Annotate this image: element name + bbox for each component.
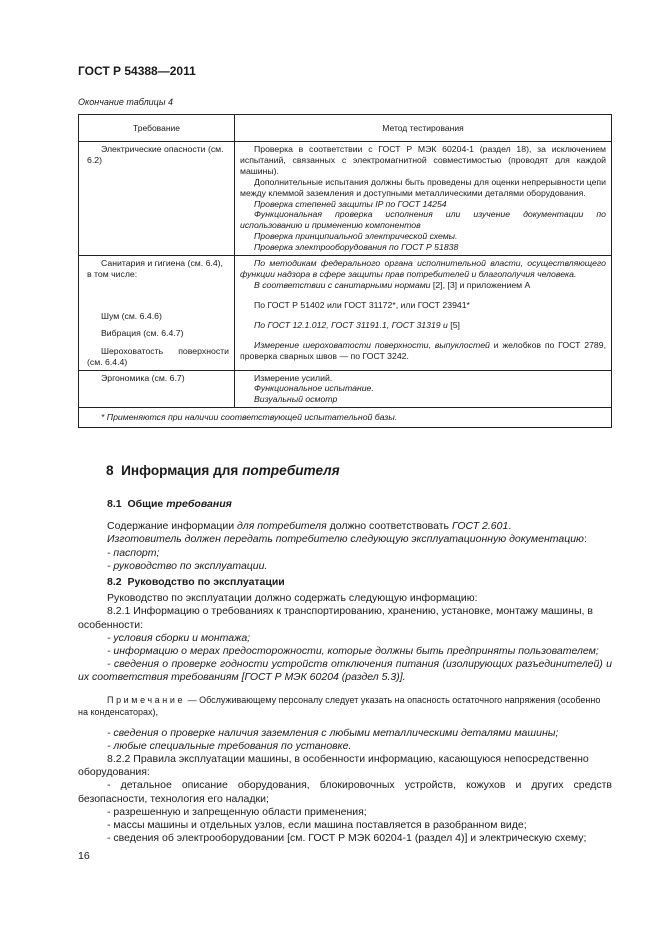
- text-italic: для потребителя: [236, 520, 327, 533]
- requirement-text: Электрические опасности (см. 6.2): [87, 144, 224, 165]
- list-item: - паспорт;: [107, 546, 160, 559]
- list-item: - детальное описание оборудования, блокировочных устройств, кожухов и других средств безопасности, технология его наладки;: [78, 779, 612, 805]
- list-item-text: руководство по эксплуатации.: [113, 559, 268, 572]
- section-number: 8: [106, 463, 114, 478]
- method-text: Проверка степеней защиты IP по ГОСТ 14254: [254, 198, 447, 209]
- list-item-text: сведения о проверке годности устройств отключения питания (изолирующих разъединителей) и их соответствия требованиям [ГОСТ Р МЭК 60204 (раздел 5.3)].: [78, 658, 612, 684]
- method-cell: [235, 256, 612, 370]
- table-footnote-row: [79, 408, 612, 428]
- list-item-text: детальное описание оборудования, блокировочных устройств, кожухов и других средств безопасности, технология его наладки;: [78, 779, 612, 805]
- table-caption: Окончание таблицы 4: [78, 97, 173, 107]
- requirement-cell: [79, 370, 235, 408]
- method-text: [240, 340, 606, 362]
- method-cell: [235, 142, 612, 256]
- subsection-title: Общие: [127, 498, 167, 510]
- list-item: - сведения о проверке годности устройств отключения питания (изолирующих разъединителей) и их соответствия требованиям [ГОСТ Р МЭК 60204 (раздел 5.3)].: [78, 658, 612, 684]
- list-item-text: информацию о мерах предосторожности, которые должны быть предприняты пользователем;: [113, 645, 599, 658]
- requirement-text: Эргономика (см. 6.7): [101, 372, 185, 383]
- method-text: [240, 320, 606, 331]
- method-text: Визуальный осмотр: [254, 394, 338, 405]
- method-text: Дополнительные испытания должны быть проведены для оценки непрерывности цепи между клеммой заземления и доступными металлическими деталями оборудования.: [240, 176, 606, 198]
- table-row: [79, 142, 612, 256]
- requirement-cell: [79, 142, 235, 256]
- list-item-text: любые специальные требования по установке.: [113, 739, 352, 752]
- method-cell: [235, 370, 612, 408]
- table-header-row: [79, 115, 612, 142]
- text-italic: ГОСТ 2.601: [451, 520, 509, 533]
- text: Содержание информации: [107, 520, 237, 533]
- list-item-text: условия сборки и монтажа;: [113, 631, 251, 644]
- test-methods-table: [78, 114, 612, 428]
- list-item: - информацию о мерах предосторожности, которые должны быть предприняты пользователем;: [107, 645, 599, 658]
- list-item-text: паспорт;: [113, 546, 160, 559]
- list-item: - любые специальные требования по установке.: [107, 739, 352, 752]
- paragraph: [107, 520, 612, 533]
- list-item-text: разрешенную и запрещенную области применения;: [113, 805, 367, 818]
- paragraph: 8.2.2 Правила эксплуатации машины, в особенности информацию, касающуюся непосредственно оборудования:: [78, 753, 589, 779]
- method-text-tail: [5]: [447, 319, 460, 330]
- subsection-heading: [107, 576, 612, 589]
- section-title-italic: потребителя: [242, 463, 340, 478]
- method-text-italic: В соответствии с санитарными нормами: [254, 279, 431, 290]
- text-italic: Изготовитель должен передать потребителю следующую эксплуатационную документацию: [107, 533, 584, 546]
- table-row: [79, 370, 612, 408]
- list-item: - сведения об электрооборудовании [см. ГОСТ Р МЭК 60204-1 (раздел 4)] и электрическую схему;: [107, 832, 587, 845]
- text: :: [583, 533, 587, 546]
- requirement-text: Вибрация (см. 6.4.7): [101, 327, 184, 338]
- method-text: Проверка электрооборудования по ГОСТ Р 51838: [254, 242, 459, 253]
- requirement-cell: [79, 256, 235, 370]
- method-text: Функциональная проверка исполнения или изучение документации по использованию и применению компонентов: [240, 209, 606, 231]
- paragraph: Руководство по эксплуатации должно содержать следующую информацию:: [107, 592, 478, 605]
- method-text-italic: По ГОСТ 12.1.012, ГОСТ 31191.1, ГОСТ 31319 и: [254, 319, 448, 330]
- column-header-requirement: Требование: [79, 115, 235, 142]
- note-text: — Обслуживающему персоналу следует указать на опасность остаточного напряжения (особенно на конденсаторах),: [78, 694, 601, 717]
- subsection-number: 8.2: [107, 576, 122, 589]
- list-item: - условия сборки и монтажа;: [107, 631, 251, 644]
- note: [78, 694, 612, 718]
- list-item: - руководство по эксплуатации.: [107, 559, 268, 572]
- list-item-text: сведения о проверке наличия заземления с любыми металлическими деталями машины;: [113, 726, 559, 739]
- method-text-italic: Измерение шероховатости поверхности, выпуклостей: [254, 339, 490, 350]
- method-text: Проверка в соответствии с ГОСТ Р МЭК 60204-1 (раздел 18), за исключением испытаний, связанных с электромагнитной совместимостью (проводят для каждой машины).: [240, 144, 606, 176]
- method-text: [240, 280, 606, 291]
- method-text-tail: [2], [3] и приложением А: [430, 279, 531, 290]
- subsection-heading: [107, 498, 612, 511]
- section-body: [78, 498, 612, 845]
- paragraph: 8.2.1 Информацию о требованиях к транспортированию, хранению, установке, монтажу машины, в особенности:: [78, 605, 593, 631]
- list-item: - сведения о проверке наличия заземления с любыми металлическими деталями машины;: [107, 726, 559, 739]
- method-text: Измерение усилий.: [254, 372, 333, 383]
- table-row: [79, 256, 612, 370]
- list-item: - разрешенную и запрещенную области применения;: [107, 805, 367, 818]
- page-number: 16: [78, 850, 90, 862]
- method-text-tail: и желобков по ГОСТ 2789, проверка сварных швов — по ГОСТ 3242.: [240, 339, 606, 361]
- text: .: [508, 520, 512, 533]
- document-header: ГОСТ Р 54388—2011: [78, 64, 196, 78]
- requirement-text: Санитария и гигиена (см. 6.4), в том числе:: [87, 258, 223, 279]
- paragraph: [107, 533, 612, 546]
- section-title-text: Информация для: [121, 463, 243, 478]
- requirement-text: Шероховатость поверхности (см. 6.4.4): [87, 345, 229, 367]
- subsection-title: Руководство по эксплуатации: [127, 576, 285, 589]
- column-header-method: Метод тестирования: [235, 115, 612, 142]
- list-item: - массы машины и отдельных узлов, если машина поставляется в разобранном виде;: [107, 819, 527, 832]
- requirement-text: Шум (см. 6.4.6): [101, 310, 162, 321]
- list-item-text: массы машины и отдельных узлов, если машина поставляется в разобранном виде;: [113, 819, 527, 832]
- note-label: Примечание: [107, 694, 186, 705]
- method-text: По методикам федерального органа исполнительной власти, осуществляющего функции надзора в сфере защиты прав потребителей и благополучия человека.: [240, 258, 606, 279]
- table-footnote: * Применяются при наличии соответствующей испытательной базы.: [79, 408, 612, 428]
- subsection-title-italic: требования: [166, 498, 232, 510]
- method-text: Функциональное испытание.: [254, 383, 374, 394]
- list-item-text: сведения об электрооборудовании [см. ГОСТ Р МЭК 60204-1 (раздел 4)] и электрическую схему;: [113, 832, 587, 845]
- subsection-number: 8.1: [107, 498, 122, 510]
- method-text: Проверка принципиальной электрической схемы.: [254, 231, 458, 242]
- text: должно соответствовать: [326, 520, 452, 533]
- method-text: По ГОСТ Р 51402 или ГОСТ 31172*, или ГОСТ 23941*: [254, 299, 470, 310]
- section-heading: [106, 463, 340, 478]
